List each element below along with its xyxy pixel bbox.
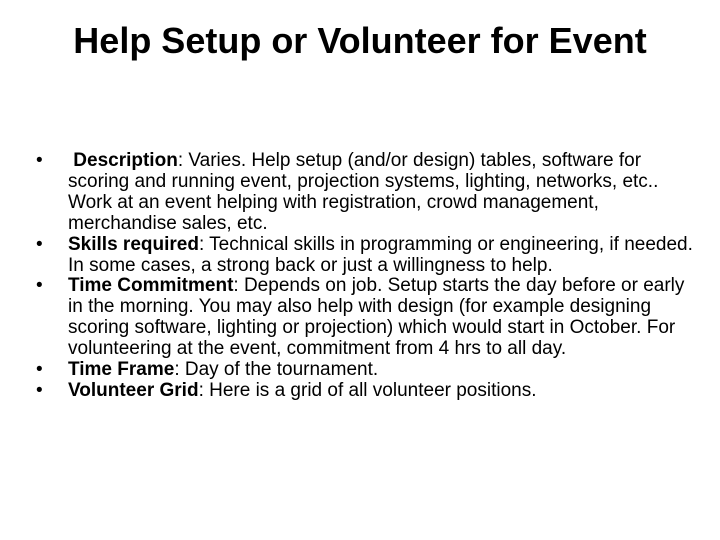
bullet-icon: • (36, 233, 43, 255)
bullet-term: Description (73, 150, 178, 171)
bullet-description (36, 151, 696, 235)
bullet-icon: • (36, 150, 43, 171)
bullet-term: Time Commitment (68, 275, 234, 297)
bullet-term: Volunteer Grid (68, 379, 199, 401)
bullet-term: Skills required (68, 233, 199, 255)
bullet-skills-required (36, 235, 696, 277)
bullet-text: : Here is a grid of all volunteer positions. (198, 379, 537, 401)
bullet-icon: • (36, 379, 43, 401)
bullet-term: Time Frame (68, 359, 175, 381)
bullet-text: : Varies. Help setup (and/or design) tables, software for scoring and running event, projection systems, lighting, networks, etc.. Work at an event helping with registration, crowd management, merchandise sales, etc. (68, 150, 659, 234)
bullet-time-commitment (36, 276, 696, 360)
bullet-icon: • (36, 359, 43, 381)
bullet-text: : Day of the tournament. (174, 359, 379, 381)
bullet-list (36, 151, 696, 402)
slide-title: Help Setup or Volunteer for Event (73, 20, 647, 61)
bullet-volunteer-grid (36, 381, 696, 402)
bullet-text: : Technical skills in programming or engineering, if needed. In some cases, a strong back or just a willingness to help. (68, 233, 693, 276)
bullet-icon: • (36, 275, 43, 297)
bullet-text: : Depends on job. Setup starts the day before or early in the morning. You may also help with design (for example designing scoring software, lighting or projection) which would start in October. For volunteering at the event, commitment from 4 hrs to all day. (68, 275, 685, 360)
bullet-time-frame (36, 360, 696, 381)
